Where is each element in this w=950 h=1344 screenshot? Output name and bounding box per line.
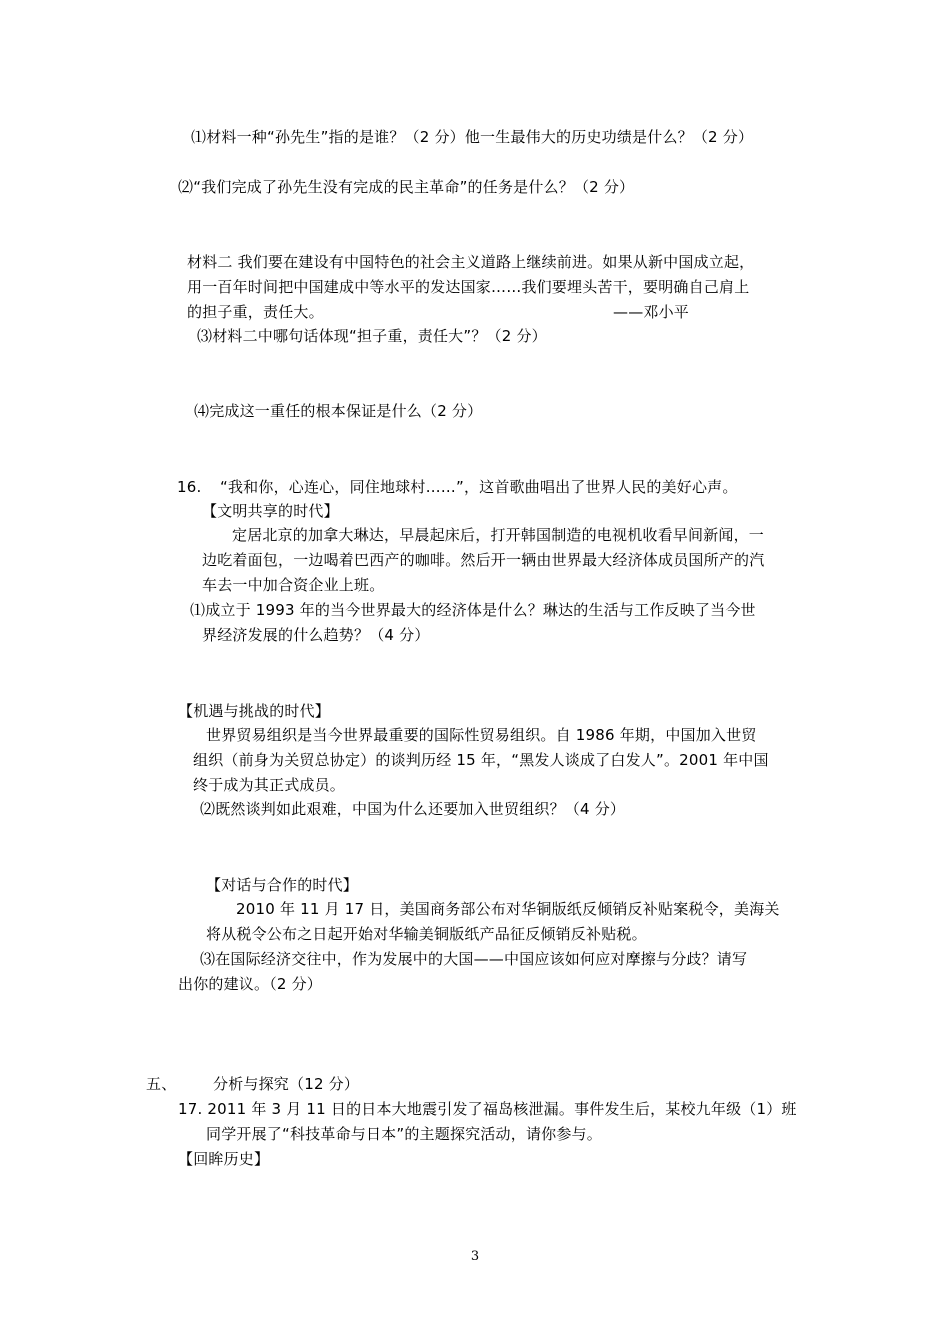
material-2-author: ——邓小平 xyxy=(613,303,690,321)
section-civilization-line-2: 边吃着面包，一边喝着巴西产的咖啡。然后开一辆由世界最大经济体成员国所产的汽 xyxy=(202,551,765,569)
section-civilization-title: 【文明共享的时代】 xyxy=(202,502,339,520)
question-17-line-2: 同学开展了“科技革命与日本”的主题探究活动，请你参与。 xyxy=(206,1125,602,1143)
question-16-number: 16. xyxy=(177,478,202,496)
section-opportunity-title: 【机遇与挑战的时代】 xyxy=(178,702,331,720)
section-opportunity-line-3: 终于成为其正式成员。 xyxy=(193,776,346,794)
question-16-2: ⑵既然谈判如此艰难，中国为什么还要加入世贸组织？（4 分） xyxy=(200,800,626,818)
material-2-line-1: 材料二 我们要在建设有中国特色的社会主义道路上继续前进。如果从新中国成立起， xyxy=(187,253,755,271)
question-15-4: ⑷完成这一重任的根本保证是什么（2 分） xyxy=(194,402,483,420)
section-dialogue-line-1: 2010 年 11 月 17 日，美国商务部公布对华铜版纸反倾销反补贴案税令，美海关 xyxy=(236,900,780,918)
question-16-1-line-1: ⑴成立于 1993 年的当今世界最大的经济体是什么？琳达的生活与工作反映了当今世 xyxy=(190,601,756,619)
material-2-line-2: 用一百年时间把中国建成中等水平的发达国家……我们要埋头苦干，要明确自己肩上 xyxy=(187,278,750,296)
question-16-intro: “我和你，心连心，同住地球村……”，这首歌曲唱出了世界人民的美好心声。 xyxy=(220,478,738,496)
section-5-number: 五、 xyxy=(146,1075,177,1093)
page-number: 3 xyxy=(470,1249,480,1264)
question-16-3-line-1: ⑶在国际经济交往中，作为发展中的大国——中国应该如何应对摩擦与分歧？请写 xyxy=(200,950,748,968)
section-history-title: 【回眸历史】 xyxy=(178,1150,270,1168)
material-2-line-3: 的担子重，责任大。 xyxy=(187,303,324,321)
question-15-2: ⑵“我们完成了孙先生没有完成的民主革命”的任务是什么？（2 分） xyxy=(178,178,635,196)
section-5-title: 分析与探究（12 分） xyxy=(213,1075,360,1093)
question-15-3: ⑶材料二中哪句话体现“担子重，责任大”？（2 分） xyxy=(197,327,547,345)
section-civilization-line-3: 车去一中加合资企业上班。 xyxy=(202,576,385,594)
question-15-1: ⑴材料一种“孙先生”指的是谁？（2 分）他一生最伟大的历史功绩是什么？（2 分） xyxy=(191,128,754,146)
question-16-3-line-2: 出你的建议。（2 分） xyxy=(178,975,323,993)
question-16-1-line-2: 界经济发展的什么趋势？（4 分） xyxy=(202,626,430,644)
section-opportunity-line-1: 世界贸易组织是当今世界最重要的国际性贸易组织。自 1986 年期，中国加入世贸 xyxy=(206,726,757,744)
section-opportunity-line-2: 组织（前身为关贸总协定）的谈判历经 15 年，“黑发人谈成了白发人”。2001 年中国 xyxy=(193,751,769,769)
section-dialogue-title: 【对话与合作的时代】 xyxy=(206,876,359,894)
section-civilization-line-1: 定居北京的加拿大琳达，早晨起床后，打开韩国制造的电视机收看早间新闻，一 xyxy=(232,526,765,544)
question-17-line-1: 17. 2011 年 3 月 11 日的日本大地震引发了福岛核泄漏。事件发生后，某校九年级（1）班 xyxy=(178,1100,797,1118)
section-dialogue-line-2: 将从税令公布之日起开始对华输美铜版纸产品征反倾销反补贴税。 xyxy=(206,925,647,943)
